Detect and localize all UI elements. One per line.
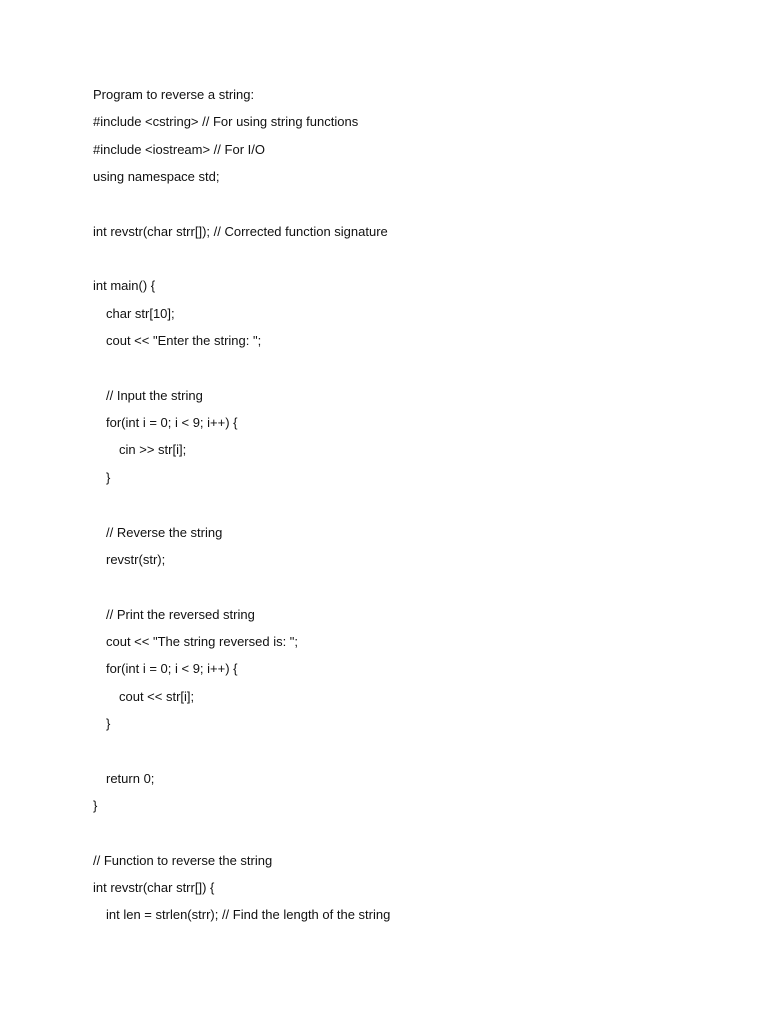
code-line: #include <iostream> // For I/O [93,141,265,157]
code-line: #include <cstring> // For using string functions [93,114,359,130]
code-line: int revstr(char strr[]); // Corrected function signature [93,223,388,239]
blank-line [93,496,733,523]
code-line: cin >> str[i]; [119,442,187,458]
code-line: Program to reverse a string: [93,87,255,102]
code-line: int revstr(char strr[]) { [93,879,215,895]
code-line: for(int i = 0; i < 9; i++) { [106,415,238,431]
blank-line [93,578,733,605]
code-line: int main() { [93,278,156,294]
document-body [93,86,733,934]
blank-line [93,742,733,769]
code-line: // Reverse the string [106,524,223,540]
blank-line [93,195,733,222]
code-line: // Function to reverse the string [93,852,273,868]
code-line: for(int i = 0; i < 9; i++) { [106,661,238,677]
code-line: cout << "The string reversed is: "; [106,633,299,649]
code-line: } [106,469,111,485]
blank-line [93,824,733,851]
code-line: revstr(str); [106,551,166,567]
code-line: cout << "Enter the string: "; [106,333,262,349]
code-line: return 0; [106,770,155,786]
code-line: // Print the reversed string [106,606,255,622]
blank-line [93,359,733,386]
code-line: cout << str[i]; [119,688,195,704]
code-line: // Input the string [106,387,203,403]
code-line: } [106,715,111,731]
code-line: char str[10]; [106,305,175,321]
blank-line [93,250,733,277]
code-line: } [93,797,98,813]
code-line: using namespace std; [93,169,220,185]
code-line: int len = strlen(strr); // Find the length of the string [106,907,391,923]
